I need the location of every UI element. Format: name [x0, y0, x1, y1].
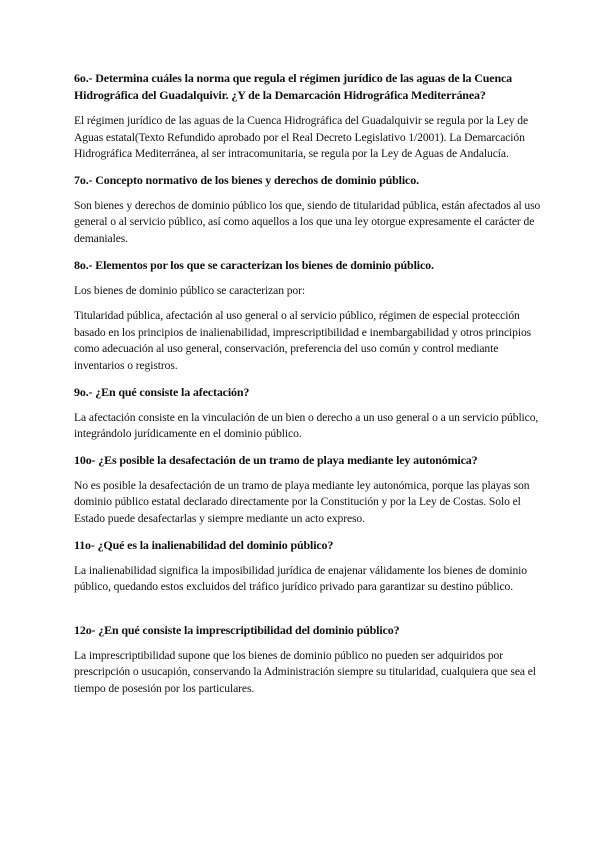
section-q6 [74, 70, 542, 163]
blank-spacer [74, 605, 542, 622]
question-heading: 11o- ¿Qué es la inalienabilidad del dominio público? [74, 537, 334, 552]
section-q10 [74, 452, 542, 528]
answer-paragraph: La afectación consiste en la vinculación de un bien o derecho a un uso general o a un servicio público, integrándolo jurídicamente en el dominio público. [74, 410, 539, 441]
question-heading: 9o.- ¿En qué consiste la afectación? [74, 384, 250, 399]
answer-paragraph: Los bienes de dominio público se caracterizan por: [74, 283, 305, 297]
question-heading: 12o- ¿En qué consiste la imprescriptibilidad del dominio público? [74, 622, 400, 637]
section-q9 [74, 384, 542, 443]
answer-paragraph: No es posible la desafectación de un tramo de playa mediante ley autonómica, porque las playas son dominio público estatal declarado directamente por la Constitución y por la Ley de Costas. Solo el Estado puede desafectarlas y siempre mediante un acto expreso. [74, 478, 530, 525]
answer-paragraph: Titularidad pública, afectación al uso general o al servicio público, régimen de especial protección basado en los principios de inalienabilidad, imprescriptibilidad e inembargabilidad y otros principios como adecuación al uso general, conservación, preferencia del uso común y control mediante inventarios o registros. [74, 309, 532, 372]
section-q8 [74, 257, 542, 375]
answer-paragraph: El régimen jurídico de las aguas de la Cuenca Hidrográfica del Guadalquivir se regula por la Ley de Aguas estatal(Texto Refundido aprobado por el Real Decreto Legislativo 1/2001). La Demarcación Hidrográfica Mediterránea, al ser intracomunitaria, se regula por la Ley de Aguas de Andalucía. [74, 114, 528, 161]
section-q11 [74, 537, 542, 596]
section-q7 [74, 172, 542, 248]
section-q12 [74, 622, 542, 698]
question-heading: 8o.- Elementos por los que se caracterizan los bienes de dominio público. [74, 257, 434, 272]
answer-paragraph: Son bienes y derechos de dominio público los que, siendo de titularidad pública, están afectados al uso general o al servicio público, así como aquellos a los que una ley otorgue expresamente el carácter de demaniales. [74, 198, 541, 245]
answer-paragraph: La inalienabilidad significa la imposibilidad jurídica de enajenar válidamente los bienes de dominio público, quedando estos excluidos del tráfico jurídico privado para garantizar su destino público. [74, 563, 527, 594]
question-heading: 10o- ¿Es posible la desafectación de un tramo de playa mediante ley autonómica? [74, 452, 478, 467]
question-heading: 7o.- Concepto normativo de los bienes y derechos de dominio público. [74, 172, 419, 187]
answer-paragraph: La imprescriptibilidad supone que los bienes de dominio público no pueden ser adquiridos por prescripción o usucapión, conservando la Administración siempre su titularidad, cualquiera que sea el tiempo de posesión por los particulares. [74, 648, 536, 695]
question-heading: 6o.- Determina cuáles la norma que regula el régimen jurídico de las aguas de la Cuenca Hidrográfica del Guadalquivir. ¿Y de la Demarcación Hidrográfica Mediterránea? [74, 71, 513, 102]
